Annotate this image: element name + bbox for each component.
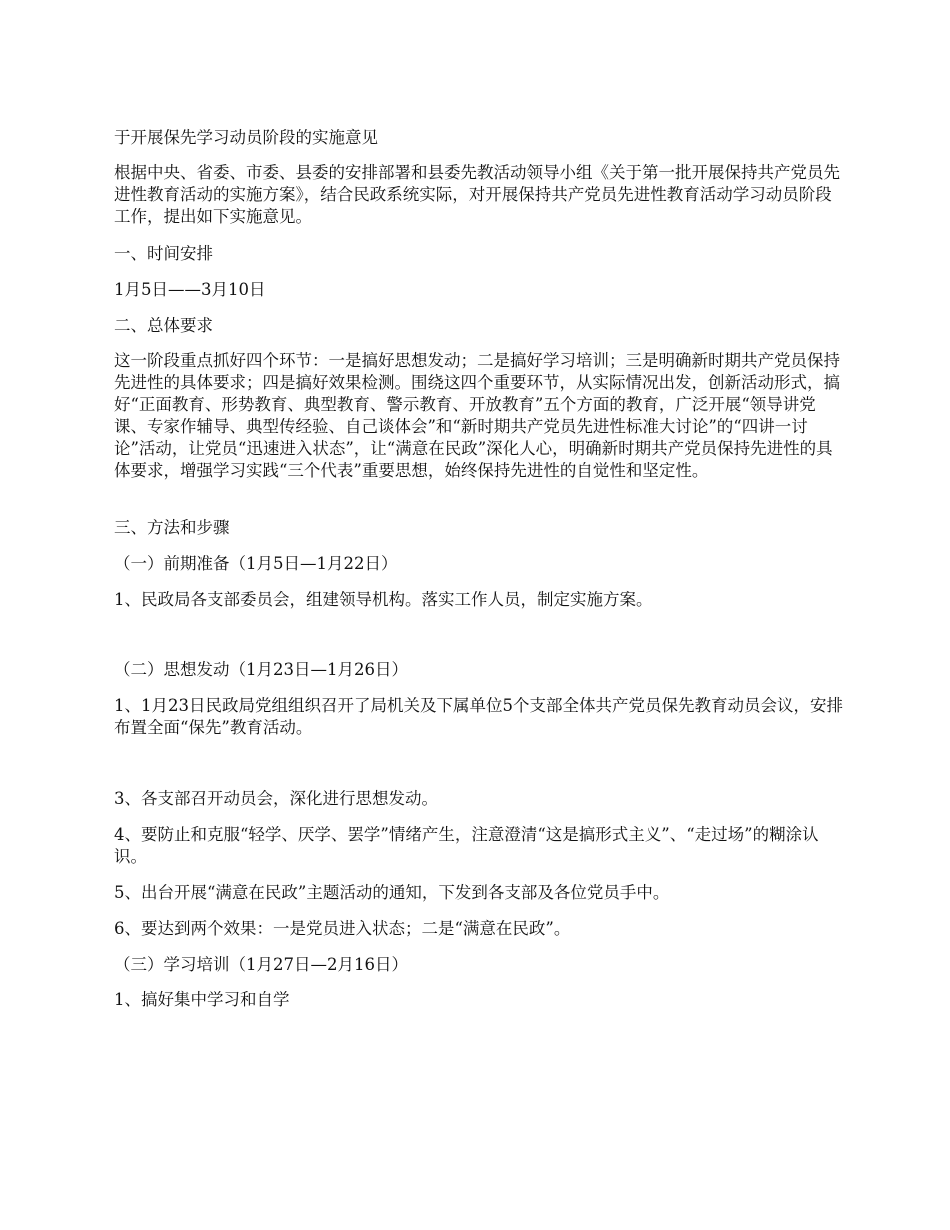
phase-heading-preparation: （一）前期准备（1月5日—1月22日） <box>114 554 398 573</box>
section-heading-schedule: 一、时间安排 <box>114 244 213 263</box>
preparation-item-1: 1、民政局各支部委员会，组建领导机构。落实工作人员，制定实施方案。 <box>114 590 653 609</box>
mobilization-item-3: 3、各支部召开动员会，深化进行思想发动。 <box>114 789 438 808</box>
mobilization-item-4: 4、要防止和克服“轻学、厌学、罢学”情绪产生，注意澄清“这是搞形式主义”、“走过场”的糊涂认识。 <box>114 825 819 866</box>
section-heading-methods: 三、方法和步骤 <box>114 518 230 537</box>
schedule-dates: 1月5日——3月10日 <box>114 280 266 299</box>
mobilization-item-1: 1、1月23日民政局党组组织召开了局机关及下属单位5个支部全体共产党员保先教育动员会议，安排布置全面“保先”教育活动。 <box>114 696 843 737</box>
intro-paragraph: 根据中央、省委、市委、县委的安排部署和县委先教活动领导小组《关于第一批开展保持共产党员先进性教育活动的实施方案》，结合民政系统实际，对开展保持共产党员先进性教育活动学习动员阶段工作，提出如下实施意见。 <box>114 163 840 226</box>
phase-heading-training: （三）学习培训（1月27日—2月16日） <box>114 955 408 974</box>
mobilization-item-5: 5、出台开展“满意在民政”主题活动的通知，下发到各支部及各位党员手中。 <box>114 883 670 902</box>
document-title: 于开展保先学习动员阶段的实施意见 <box>114 128 378 147</box>
phase-heading-mobilization: （二）思想发动（1月23日—1月26日） <box>114 660 408 679</box>
requirements-paragraph: 这一阶段重点抓好四个环节：一是搞好思想发动；二是搞好学习培训；三是明确新时期共产党员保持先进性的具体要求；四是搞好效果检测。围绕这四个重要环节，从实际情况出发，创新活动形式，搞好“正面教育、形势教育、典型教育、警示教育、开放教育”五个方面的教育，广泛开展“领导讲党课、专家作辅导、典型传经验、自己谈体会”和“新时期共产党员先进性标准大讨论”的“四讲一讨论”活动，让党员“迅速进入状态”，让“满意在民政”深化人心，明确新时期共产党员保持先进性的具体要求，增强学习实践“三个代表”重要思想，始终保持先进性的自觉性和坚定性。 <box>114 351 840 480</box>
section-heading-requirements: 二、总体要求 <box>114 316 213 335</box>
mobilization-item-6: 6、要达到两个效果：一是党员进入状态；二是“满意在民政”。 <box>114 919 571 938</box>
training-item-1: 1、搞好集中学习和自学 <box>114 990 290 1009</box>
